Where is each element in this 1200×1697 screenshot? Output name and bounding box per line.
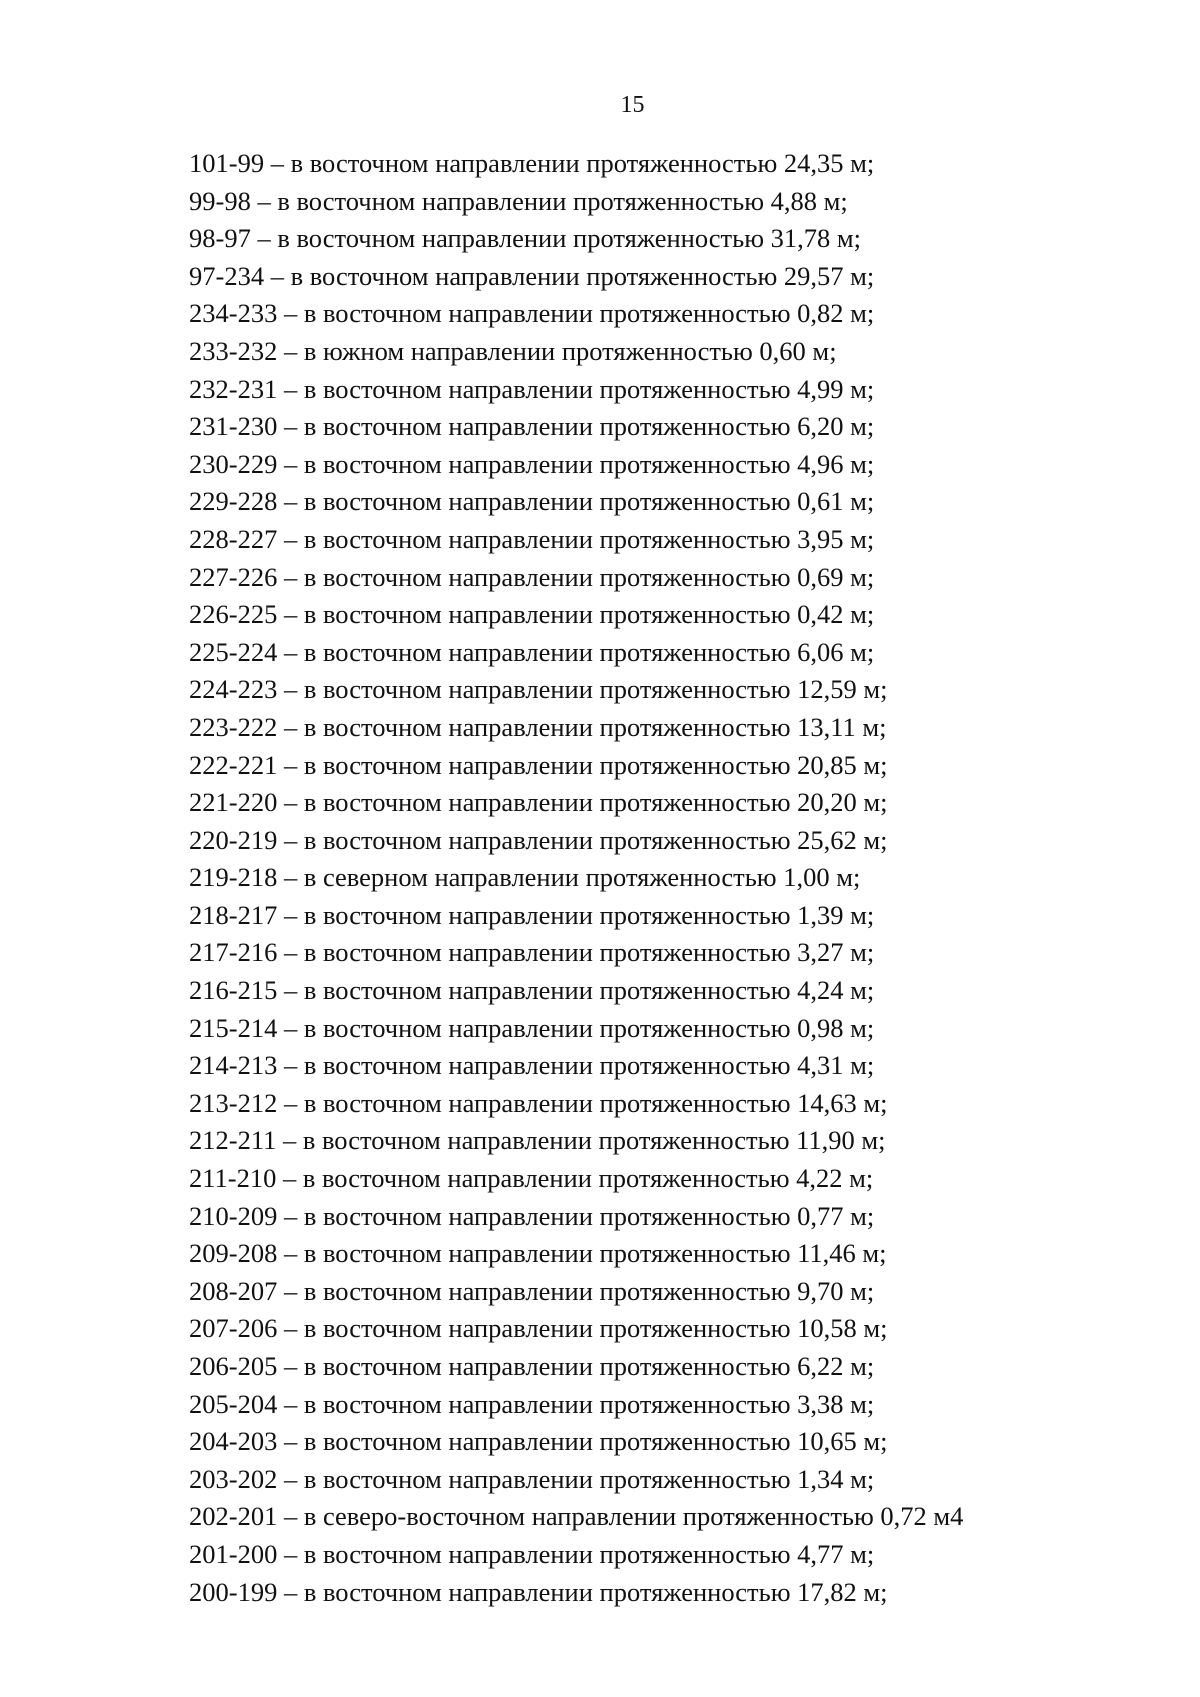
segment-line: 221-220 – в восточном направлении протяженностью 20,20 м; (189, 787, 888, 818)
segment-line: 216-215 – в восточном направлении протяженностью 4,24 м; (189, 975, 875, 1006)
segment-line: 202-201 – в северо-восточном направлении протяженностью 0,72 м4 (189, 1501, 964, 1532)
segment-line: 225-224 – в восточном направлении протяженностью 6,06 м; (189, 636, 875, 667)
page-number: 15 (620, 92, 645, 118)
segment-line: 211-210 – в восточном направлении протяженностью 4,22 м; (189, 1163, 874, 1194)
segment-line: 220-219 – в восточном направлении протяженностью 25,62 м; (189, 824, 888, 855)
segment-line: 214-213 – в восточном направлении протяженностью 4,31 м; (189, 1050, 875, 1081)
segment-line: 200-199 – в восточном направлении протяженностью 17,82 м; (189, 1576, 888, 1607)
segment-line: 208-207 – в восточном направлении протяженностью 9,70 м; (189, 1275, 875, 1306)
segment-line: 234-233 – в восточном направлении протяженностью 0,82 м; (189, 298, 875, 329)
segment-line: 228-227 – в восточном направлении протяженностью 3,95 м; (189, 523, 875, 554)
segment-line: 204-203 – в восточном направлении протяженностью 10,65 м; (189, 1426, 888, 1457)
segment-line: 218-217 – в восточном направлении протяженностью 1,39 м; (189, 899, 875, 930)
segment-line: 201-200 – в восточном направлении протяженностью 4,77 м; (189, 1538, 875, 1569)
segment-line: 205-204 – в восточном направлении протяженностью 3,38 м; (189, 1388, 875, 1419)
segment-line: 232-231 – в восточном направлении протяженностью 4,99 м; (189, 373, 875, 404)
segment-line: 215-214 – в восточном направлении протяженностью 0,98 м; (189, 1012, 875, 1043)
segment-line: 219-218 – в северном направлении протяженностью 1,00 м; (189, 862, 861, 893)
segment-line: 213-212 – в восточном направлении протяженностью 14,63 м; (189, 1087, 888, 1118)
segment-line: 230-229 – в восточном направлении протяженностью 4,96 м; (189, 448, 875, 479)
segment-line: 101-99 – в восточном направлении протяженностью 24,35 м; (189, 148, 875, 178)
segment-line: 203-202 – в восточном направлении протяженностью 1,34 м; (189, 1463, 875, 1494)
segment-line: 227-226 – в восточном направлении протяженностью 0,69 м; (189, 561, 875, 592)
segment-line: 226-225 – в восточном направлении протяженностью 0,42 м; (189, 599, 875, 630)
segment-line: 210-209 – в восточном направлении протяженностью 0,77 м; (189, 1200, 875, 1231)
segment-line: 224-223 – в восточном направлении протяженностью 12,59 м; (189, 674, 888, 705)
segment-line: 99-98 – в восточном направлении протяженностью 4,88 м; (189, 185, 848, 216)
segment-line: 231-230 – в восточном направлении протяженностью 6,20 м; (189, 411, 875, 442)
segment-line: 206-205 – в восточном направлении протяженностью 6,22 м; (189, 1351, 875, 1381)
segment-line: 233-232 – в южном направлении протяженностью 0,60 м; (189, 335, 837, 366)
boundary-segment-list (189, 145, 963, 1611)
segment-line: 98-97 – в восточном направлении протяженностью 31,78 м; (189, 223, 861, 254)
segment-line: 217-216 – в восточном направлении протяженностью 3,27 м; (189, 937, 875, 968)
segment-line: 207-206 – в восточном направлении протяженностью 10,58 м; (189, 1313, 888, 1344)
segment-line: 229-228 – в восточном направлении протяженностью 0,61 м; (189, 486, 875, 517)
segment-line: 222-221 – в восточном направлении протяженностью 20,85 м; (189, 749, 888, 780)
segment-line: 212-211 – в восточном направлении протяженностью 11,90 м; (189, 1125, 886, 1156)
segment-line: 97-234 – в восточном направлении протяженностью 29,57 м; (189, 260, 875, 291)
segment-line: 209-208 – в восточном направлении протяженностью 11,46 м; (189, 1238, 887, 1269)
segment-line: 223-222 – в восточном направлении протяженностью 13,11 м; (189, 711, 887, 742)
